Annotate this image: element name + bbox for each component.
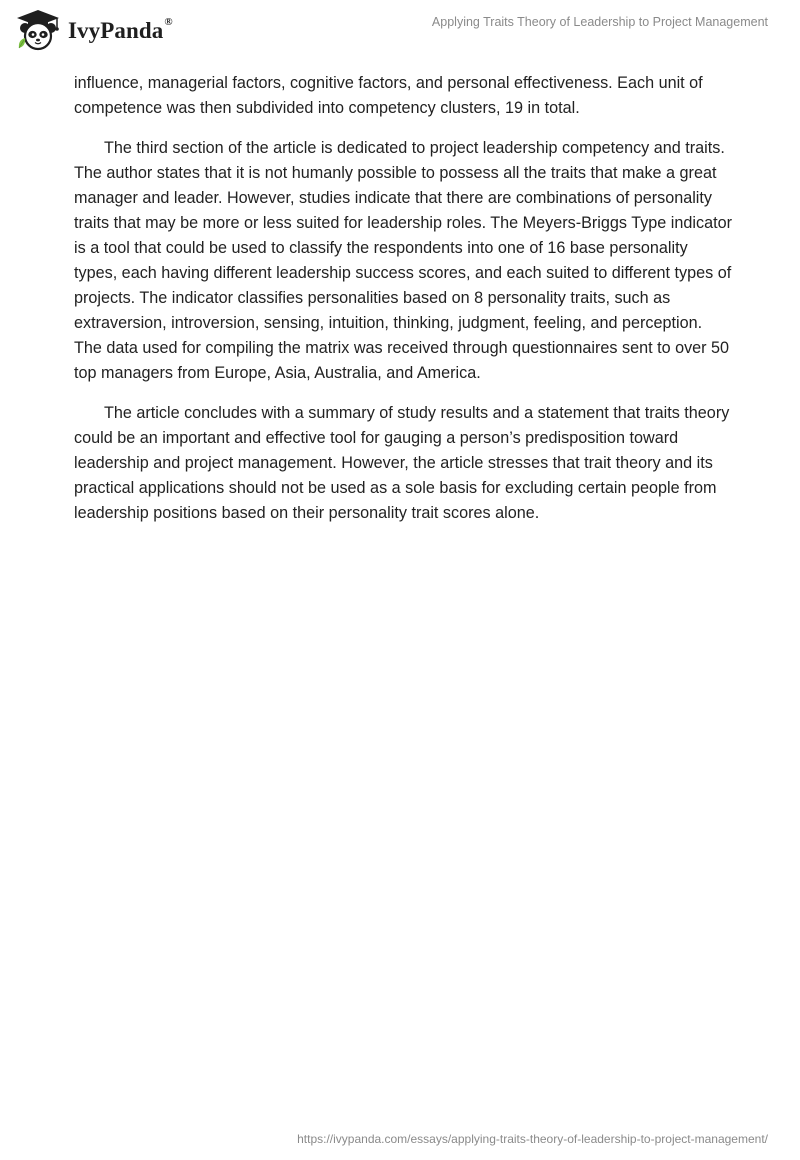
- running-title: Applying Traits Theory of Leadership to Project Management: [431, 15, 768, 29]
- source-url-link[interactable]: https://ivypanda.com/essays/applying-traits-theory-of-leadership-to-project-management/: [297, 1132, 768, 1146]
- paragraph-conclusion: The article concludes with a summary of study results and a statement that traits theory could be an important and effective tool for gauging a person’s predisposition toward leadership and project management. However, the article stresses that trait theory and its practical applications should not be used as a sole basis for excluding certain people from leadership positions based on their personality trait scores alone.: [74, 404, 730, 522]
- ivypanda-logo[interactable]: [14, 8, 173, 52]
- paragraph-third-section: The third section of the article is dedicated to project leadership competency and traits. The author states that it is not humanly possible to possess all the traits that make a great manager and leader. However, studies indicate that there are combinations of personality traits that may be more or less suited for leadership roles. The Meyers-Briggs Type indicator is a tool that could be used to classify the respondents into one of 16 base personality types, each having different leadership success scores, and each suited to different types of projects. The indicator classifies personalities based on 8 personality traits, such as extraversion, introversion, sensing, intuition, thinking, judgment, feeling, and perception. The data used for compiling the matrix was received through questionnaires sent to over 50 top managers from Europe, Asia, Australia, and America.: [74, 139, 732, 382]
- brand-name: IvyPanda®: [68, 16, 173, 43]
- essay-body: [74, 71, 734, 541]
- paragraph-continued: influence, managerial factors, cognitive factors, and personal effectiveness. Each unit of competence was then subdivided into competency clusters, 19 in total.: [74, 74, 703, 117]
- registered-mark: ®: [164, 16, 173, 29]
- panda-mascot-icon: [14, 8, 62, 52]
- page-header: [0, 0, 800, 64]
